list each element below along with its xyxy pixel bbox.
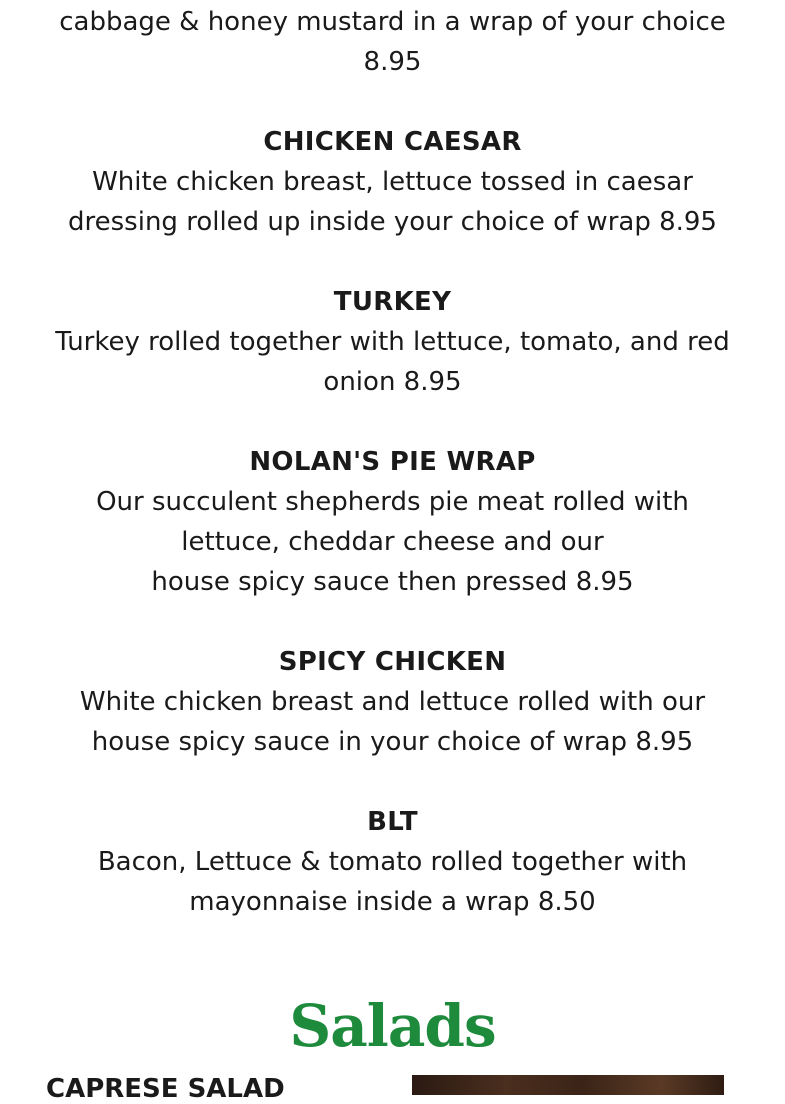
item-description: Bacon, Lettuce & tomato rolled together with [97, 847, 688, 877]
item-title-chicken-caesar: CHICKEN CAESAR [263, 127, 522, 157]
item-description: house spicy sauce then pressed 8.95 [151, 567, 634, 597]
food-photo [412, 1075, 724, 1095]
item-description: White chicken breast and lettuce rolled with our [79, 687, 706, 717]
section-heading-salads: Salads [289, 992, 496, 1060]
item-title-nolans-pie-wrap: NOLAN'S PIE WRAP [249, 447, 536, 477]
item-description: mayonnaise inside a wrap 8.50 [189, 887, 596, 917]
item-description: onion 8.95 [323, 367, 462, 397]
item-title-blt: BLT [367, 807, 418, 837]
item-title-turkey: TURKEY [333, 287, 452, 317]
item-description: lettuce, cheddar cheese and our [181, 527, 604, 557]
item-description: dressing rolled up inside your choice of wrap 8.95 [68, 207, 717, 237]
item-price: 8.95 [363, 47, 422, 77]
item-description: house spicy sauce in your choice of wrap 8.95 [91, 727, 694, 757]
item-description: cabbage & honey mustard in a wrap of your choice [59, 7, 726, 37]
item-description: Turkey rolled together with lettuce, tomato, and red [55, 327, 730, 357]
item-description: Our succulent shepherds pie meat rolled with [96, 487, 689, 517]
item-title-caprese-salad: CAPRESE SALAD [46, 1074, 285, 1104]
item-description: White chicken breast, lettuce tossed in caesar [92, 167, 693, 197]
item-title-spicy-chicken: SPICY CHICKEN [278, 647, 507, 677]
